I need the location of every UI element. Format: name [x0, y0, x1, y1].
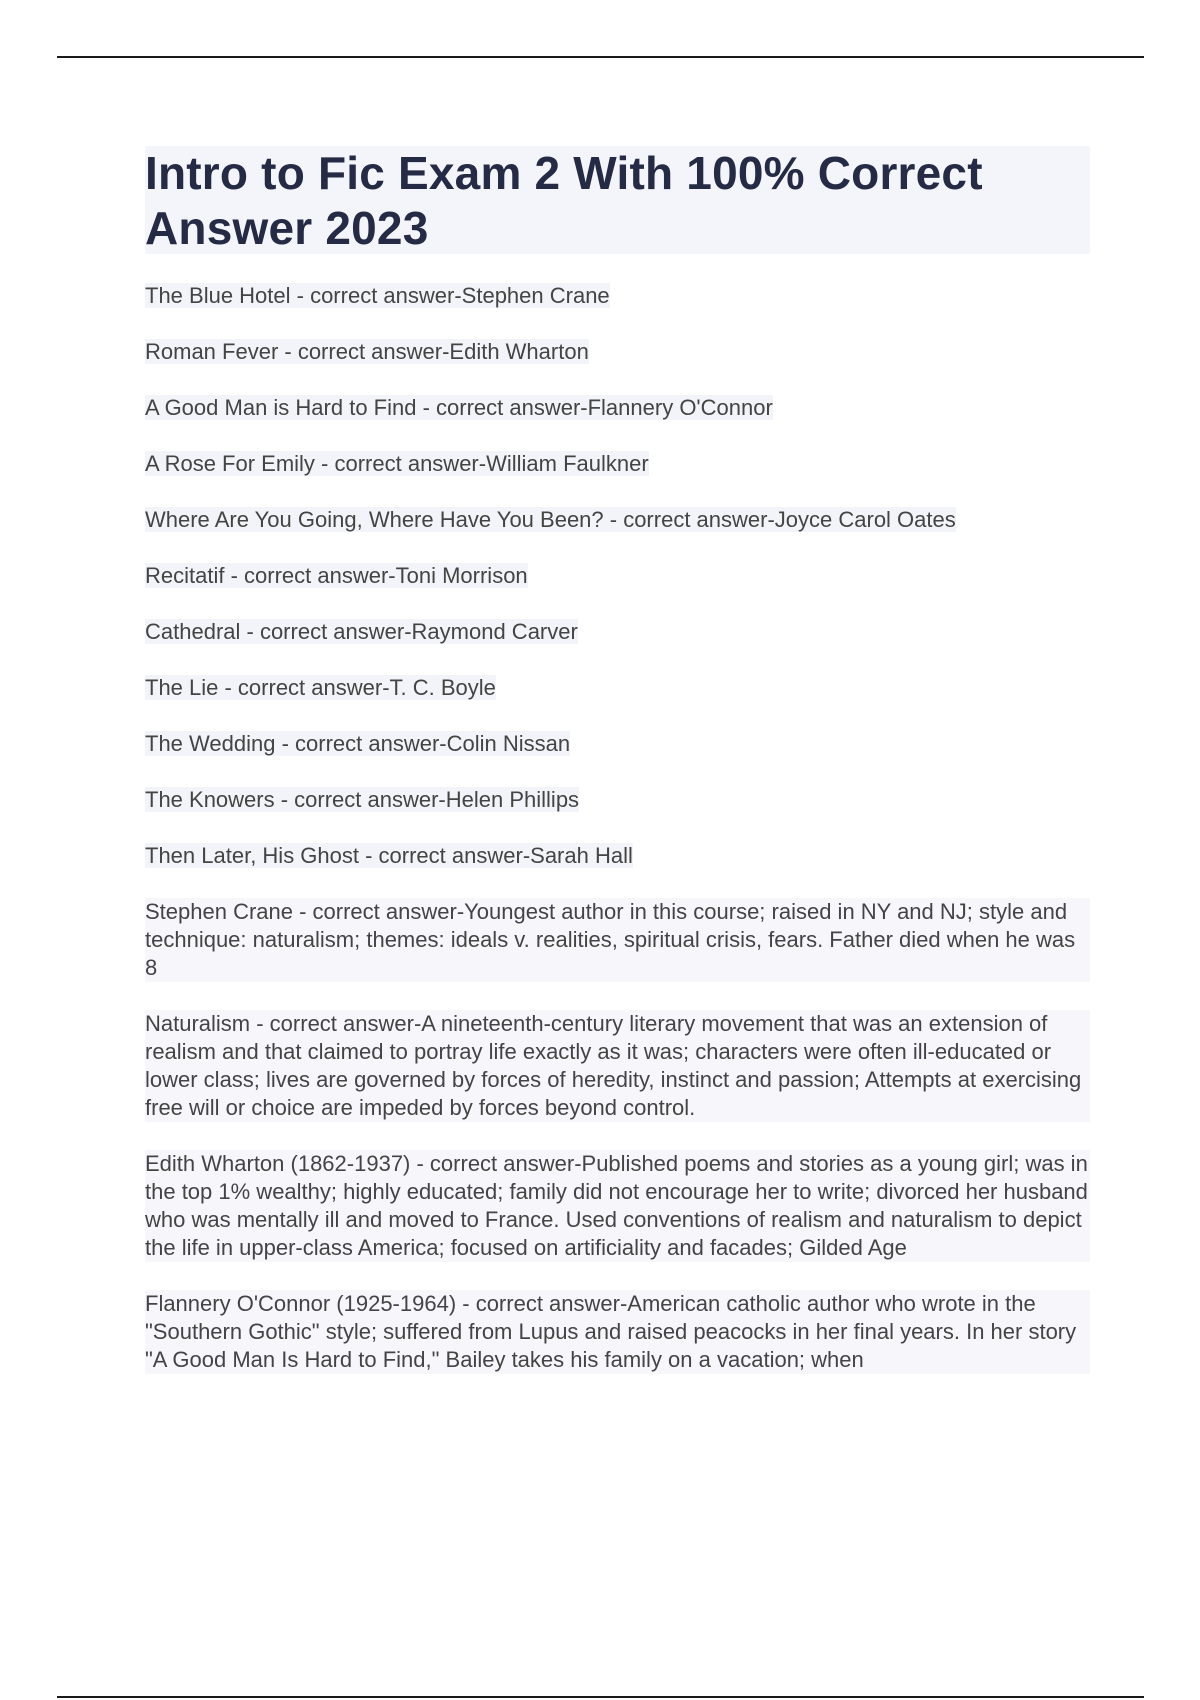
document-title: Intro to Fic Exam 2 With 100% Correct Answer 2023	[145, 147, 983, 254]
qa-entry-the-wedding: The Wedding - correct answer-Colin Nissan	[145, 731, 571, 756]
qa-entry-the-lie: The Lie - correct answer-T. C. Boyle	[145, 675, 496, 700]
qa-entry-stephen-crane: Stephen Crane - correct answer-Youngest author in this course; raised in NY and NJ; style and technique: naturalism; themes: ideals v. realities, spiritual crisis, fears. Father died when he was 8	[145, 898, 1090, 982]
qa-entry-recitatif: Recitatif - correct answer-Toni Morrison	[145, 563, 528, 588]
qa-entry-rose-for-emily: A Rose For Emily - correct answer-William Faulkner	[145, 451, 649, 476]
qa-entry-then-later: Then Later, His Ghost - correct answer-Sarah Hall	[145, 843, 633, 868]
qa-entry-where-are-you-going: Where Are You Going, Where Have You Been? - correct answer-Joyce Carol Oates	[145, 507, 956, 532]
qa-entry-roman-fever: Roman Fever - correct answer-Edith Wharton	[145, 339, 589, 364]
title-block	[145, 146, 1090, 254]
bottom-rule	[57, 1696, 1144, 1698]
qa-entry-cathedral: Cathedral - correct answer-Raymond Carver	[145, 619, 578, 644]
qa-entry-edith-wharton: Edith Wharton (1862-1937) - correct answer-Published poems and stories as a young girl; was in the top 1% wealthy; highly educated; family did not encourage her to write; divorced her husband who was mentally ill and moved to France. Used conventions of realism and naturalism to depict the life in upper-class America; focused on artificiality and facades; Gilded Age	[145, 1150, 1090, 1262]
top-rule	[57, 56, 1144, 58]
qa-entry-flannery-oconnor: Flannery O'Connor (1925-1964) - correct answer-American catholic author who wrote in the "Southern Gothic" style; suffered from Lupus and raised peacocks in her final years. In her story "A Good Man Is Hard to Find," Bailey takes his family on a vacation; when	[145, 1290, 1090, 1374]
document-body	[145, 146, 1090, 1402]
qa-entry-blue-hotel: The Blue Hotel - correct answer-Stephen Crane	[145, 283, 610, 308]
qa-entry-naturalism: Naturalism - correct answer-A nineteenth-century literary movement that was an extension of realism and that claimed to portray life exactly as it was; characters were often ill-educated or lower class; lives are governed by forces of heredity, instinct and passion; Attempts at exercising free will or choice are impeded by forces beyond control.	[145, 1010, 1090, 1122]
qa-entry-the-knowers: The Knowers - correct answer-Helen Phillips	[145, 787, 580, 812]
qa-entry-good-man: A Good Man is Hard to Find - correct answer-Flannery O'Connor	[145, 395, 773, 420]
